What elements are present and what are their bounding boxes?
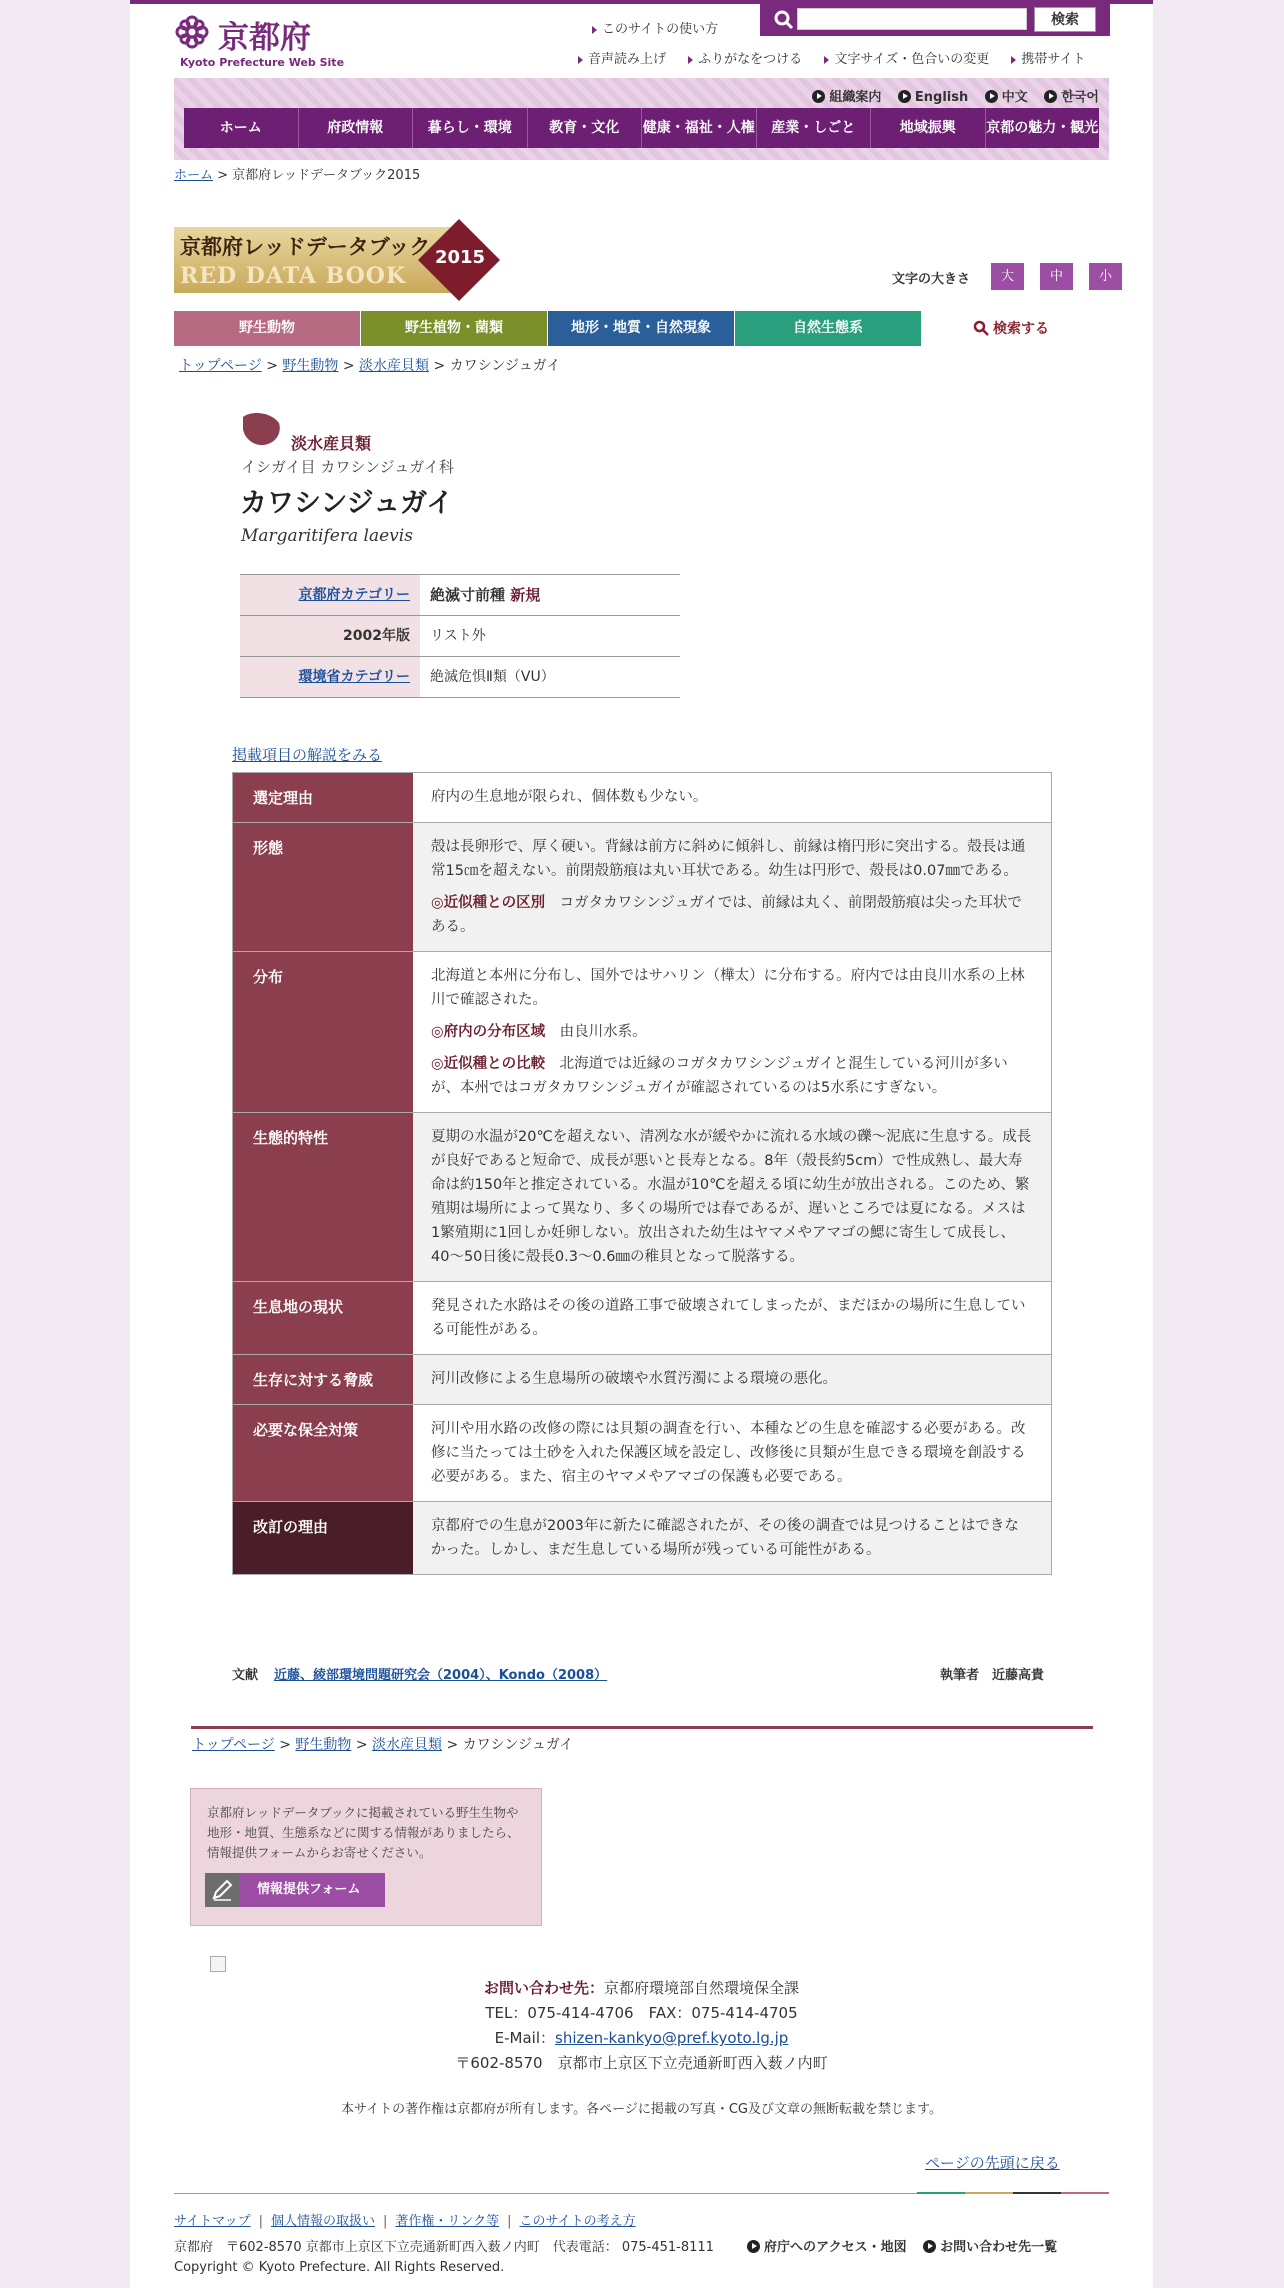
table-row — [233, 773, 1051, 823]
lang-label: 한국어 — [1061, 90, 1099, 105]
utility-link-label: 携帯サイト — [1021, 52, 1086, 67]
arrow-icon — [1011, 56, 1016, 64]
search-button[interactable]: 検索 — [1034, 7, 1096, 32]
arrow-circle-icon — [747, 2240, 760, 2253]
gnav-region[interactable]: 地域振興 — [871, 108, 986, 148]
category-table — [240, 574, 680, 698]
banner-title: 京都府レッドデータブック — [180, 234, 431, 259]
arrow-circle-icon — [923, 2240, 936, 2253]
gnav-tourism[interactable]: 京都の魅力・観光 — [986, 120, 1099, 136]
references-link[interactable]: 近藤、綾部環境問題研究会（2004）、Kondo（2008） — [274, 1668, 608, 1683]
site-usage-label: このサイトの使い方 — [602, 22, 719, 37]
page — [130, 0, 1153, 2288]
arrow-circle-icon — [898, 90, 911, 103]
inquiry-list-link[interactable] — [923, 2240, 1057, 2255]
gnav-industry[interactable]: 産業・しごと — [757, 108, 872, 148]
crumb-animals[interactable]: 野生動物 — [282, 358, 339, 374]
contact-email-line — [130, 2026, 1153, 2051]
contact-org: 京都府環境部自然環境保全課 — [604, 1979, 800, 1997]
lang-link-korean[interactable] — [1044, 90, 1099, 105]
footer-link-policy[interactable]: このサイトの考え方 — [519, 2214, 636, 2229]
author-name: 近藤高貴 — [992, 1668, 1045, 1683]
species-breadcrumb — [179, 355, 560, 375]
similar-species-heading: ◎近似種との区別 — [431, 895, 546, 911]
contact-info — [130, 1976, 1153, 2076]
shell-icon — [240, 411, 282, 447]
prefecture-distribution-text: 由良川水系。 — [559, 1024, 647, 1040]
feedback-box — [190, 1788, 542, 1926]
category-label — [240, 657, 420, 697]
arrow-circle-icon — [1044, 90, 1057, 103]
global-nav — [174, 78, 1109, 160]
page-top-link[interactable]: ページの先頭に戻る — [925, 2154, 1060, 2172]
table-row — [233, 1405, 1051, 1502]
category-row — [240, 657, 680, 698]
row-content — [413, 952, 1051, 1112]
breadcrumb-home[interactable]: ホーム — [174, 168, 214, 183]
category-value: 絶滅危惧Ⅱ類（VU） — [430, 669, 555, 685]
gnav-living[interactable]: 暮らし・環境 — [413, 108, 528, 148]
footer-access-links — [747, 2236, 1057, 2255]
text-size-label: 文字の大きさ — [892, 272, 971, 287]
utility-link-label: 文字サイズ・色合いの変更 — [834, 52, 990, 67]
rdb-banner[interactable] — [174, 227, 490, 293]
category-value — [420, 575, 680, 615]
row-content: 河川や用水路の改修の際には貝類の調査を行い、本種などの生息を確認する必要がある。改修に当たっては土砂を入れた保護区域を設定し、改修後に貝類が生息できる環境を創設する必要がある。また、宿主のヤマメやアマゴの保護も必要である。 — [431, 1421, 1026, 1485]
search-icon — [973, 320, 989, 336]
utility-link-label: 音声読み上げ — [588, 52, 667, 67]
crumb-group[interactable]: 淡水産貝類 — [372, 1737, 443, 1753]
category-row — [240, 575, 680, 616]
row-label: 必要な保全対策 — [233, 1405, 413, 1501]
utility-link-furigana[interactable] — [688, 52, 802, 67]
search-icon — [774, 10, 794, 30]
explanation-link[interactable]: 掲載項目の解説をみる — [232, 746, 383, 764]
comparison-para — [431, 1052, 1033, 1100]
category-label: 2002年版 — [240, 616, 420, 656]
crumb-top[interactable]: トップページ — [192, 1737, 275, 1753]
row-content: 河川改修による生息場所の破壊や水質汚濁による環境の悪化。 — [413, 1355, 1051, 1404]
references-label: 文献 — [232, 1668, 259, 1683]
table-row — [233, 823, 1051, 952]
gnav-health[interactable]: 健康・福祉・人権 — [642, 108, 757, 148]
banner-subtitle: RED DATA BOOK — [180, 263, 407, 289]
env-ministry-category-link[interactable]: 環境省カテゴリー — [298, 669, 410, 685]
row-label: 改訂の理由 — [233, 1502, 413, 1574]
row-content: 発見された水路はその後の道路工事で破壊されてしまったが、まだほかの場所に生息している可能性がある。 — [431, 1298, 1026, 1338]
email-label: E-Mail： — [494, 2029, 556, 2047]
table-row — [233, 1355, 1051, 1405]
gnav-home[interactable]: ホーム — [184, 108, 299, 148]
kyoto-category-link[interactable]: 京都府カテゴリー — [298, 587, 410, 603]
breadcrumb-current: 京都府レッドデータブック2015 — [232, 168, 421, 183]
row-label: 生息地の現状 — [233, 1282, 413, 1354]
new-badge: 新規 — [510, 586, 541, 604]
author-label: 執筆者 — [940, 1668, 980, 1683]
crumb-top[interactable]: トップページ — [179, 358, 262, 374]
crumb-separator: > — [342, 358, 355, 374]
arrow-icon — [578, 56, 583, 64]
category-row — [240, 616, 680, 657]
access-map-label: 府庁へのアクセス・地図 — [764, 2240, 907, 2255]
category-value-text: 絶滅寸前種 — [430, 586, 506, 604]
footer-address: 京都府 〒602-8570 京都市上京区下立売通新町西入薮ノ内町 代表電話： 075-451-8111 — [174, 2240, 714, 2255]
tab-ecosystem[interactable]: 自然生態系 — [735, 311, 921, 346]
contact-address: 〒602-8570 京都市上京区下立売通新町西入薮ノ内町 — [455, 2054, 828, 2072]
row-content: 府内の生息地が限られ、個体数も少ない。 — [431, 789, 708, 805]
lang-link-org[interactable] — [812, 90, 881, 105]
lang-link-english[interactable] — [898, 90, 968, 105]
search-input[interactable] — [797, 8, 1027, 30]
footer-link-privacy[interactable]: 個人情報の取扱い — [270, 2214, 375, 2229]
row-label: 分布 — [233, 952, 413, 1112]
utility-link-mobile[interactable] — [1011, 52, 1085, 67]
row-label: 形態 — [233, 823, 413, 951]
similar-species-para — [431, 891, 1033, 939]
lang-label: English — [914, 90, 969, 105]
tab-geology[interactable]: 地形・地質・自然現象 — [548, 311, 734, 346]
language-links — [812, 86, 1099, 105]
rdb-search-label: 検索する — [993, 321, 1049, 337]
crumb-current: カワシンジュガイ — [449, 358, 561, 374]
species-name: カワシンジュガイ — [240, 488, 454, 519]
crumb-animals[interactable]: 野生動物 — [295, 1737, 352, 1753]
search-bar — [760, 4, 1110, 36]
author — [940, 1664, 1044, 1683]
references — [232, 1664, 607, 1683]
section-divider — [191, 1726, 1093, 1729]
arrow-icon — [592, 26, 597, 34]
row-label: 選定理由 — [233, 773, 413, 822]
feedback-text: 京都府レッドデータブックに掲載されている野生生物や地形・地質、生態系などに関する情報がありましたら、情報提供フォームからお寄せください。 — [207, 1805, 520, 1860]
row-content — [413, 823, 1051, 951]
text-size-medium-button[interactable]: 中 — [1040, 263, 1073, 290]
contact-phone: TEL：075-414-4706 FAX：075-414-4705 — [485, 2004, 798, 2022]
crumb-separator: > — [355, 1737, 368, 1753]
crumb-separator: > — [266, 358, 278, 374]
utility-link-text-size[interactable] — [824, 52, 989, 67]
comparison-heading: ◎近似種との比較 — [431, 1056, 546, 1072]
logo-subtitle: Kyoto Prefecture Web Site — [180, 56, 345, 69]
table-row — [233, 1502, 1051, 1574]
table-row — [233, 1113, 1051, 1282]
footer-link-sitemap[interactable]: サイトマップ — [174, 2214, 251, 2229]
arrow-icon — [688, 56, 693, 64]
kyoto-emblem-icon — [174, 14, 210, 50]
utility-link-label: ふりがなをつける — [698, 52, 803, 67]
footer-links: サイトマップ | 個人情報の取扱い | 著作権・リンク等 | このサイトの考え方 — [174, 2214, 636, 2229]
access-map-link[interactable] — [747, 2240, 907, 2255]
inquiry-list-label: お問い合わせ先一覧 — [940, 2240, 1058, 2255]
utility-link-voice[interactable] — [578, 52, 666, 67]
text-size-small-button[interactable]: 小 — [1089, 263, 1122, 290]
footer-link-copyright[interactable]: 著作権・リンク等 — [395, 2214, 500, 2229]
contact-org-line — [130, 1976, 1153, 2001]
species-group: 淡水産貝類 — [291, 434, 372, 453]
contact-label: お問い合わせ先： — [483, 1979, 604, 1997]
arrow-circle-icon — [985, 90, 998, 103]
species-family: イシガイ目 カワシンジュガイ科 — [241, 458, 454, 476]
banner-year: 2015 — [434, 247, 486, 268]
distribution-text: 北海道と本州に分布し、国外ではサハリン（樺太）に分布する。府内では由良川水系の上林川で確認された。 — [431, 968, 1025, 1008]
category-label — [240, 575, 420, 615]
row-content: 夏期の水温が20℃を超えない、清冽な水が緩やかに流れる水域の礫～泥底に生息する。成長が良好であると短命で、成長が悪いと長寿となる。8年（殻長約5cm）で性成熟し、最大寿命は約150年と推定されている。水温が10℃を超える頃に幼生が放出される。このため、繁殖期は場所によって異なり、多くの場所では春であるが、遅いところでは夏になる。メスは1繁殖期に1回しか妊卵しない。放出された幼生はヤマメやアマゴの鰓に寄生して成長し、40～50日後に殻長0.3～0.6㎜の稚貝となって脱落する。 — [413, 1113, 1051, 1281]
arrow-circle-icon — [812, 90, 825, 103]
global-nav-bar — [184, 108, 1099, 148]
broken-image-icon — [210, 1956, 226, 1972]
category-value: リスト外 — [430, 628, 486, 644]
crumb-separator: > — [279, 1737, 291, 1753]
text-size-large-button[interactable]: 大 — [991, 263, 1024, 290]
rdb-search-link[interactable] — [973, 318, 1049, 338]
species-detail-table — [232, 772, 1052, 1575]
footer-copyright: Copyright © Kyoto Prefecture. All Rights Reserved. — [174, 2260, 505, 2275]
row-label: 生存に対する脅威 — [233, 1355, 413, 1404]
table-row — [233, 952, 1051, 1113]
prefecture-distribution-para — [431, 1020, 1033, 1044]
arrow-icon — [824, 56, 829, 64]
similar-species-text: コガタカワシンジュガイでは、前縁は丸く、前閉殻筋痕は尖った耳状である。 — [431, 895, 1022, 935]
info-form-label: 情報提供フォーム — [257, 1882, 361, 1897]
row-label: 生態的特性 — [233, 1113, 413, 1281]
info-form-button[interactable] — [205, 1873, 385, 1907]
comparison-text: 北海道では近縁のコガタカワシンジュガイと混生している河川が多いが、本州ではコガタカワシンジュガイが確認されているのは5水系にすぎない。 — [431, 1056, 1008, 1096]
breadcrumb: ホーム > 京都府レッドデータブック2015 — [174, 168, 421, 183]
lang-label: 組織案内 — [829, 90, 882, 105]
crumb-separator: > — [433, 358, 446, 374]
morphology-text: 殻は長卵形で、厚く硬い。背縁は前方に斜めに傾斜し、前縁は楕円形に突出する。殻長は通常15㎝を超えない。前閉殻筋痕は丸い耳状である。幼生は円形で、殻長は0.07㎜である。 — [431, 839, 1026, 879]
species-latin-name: Margaritifera laevis — [241, 526, 413, 546]
crumb-separator: > — [446, 1737, 459, 1753]
tab-wild-plants[interactable]: 野生植物・菌類 — [361, 311, 547, 346]
gnav-education[interactable]: 教育・文化 — [528, 108, 643, 148]
species-breadcrumb-bottom — [192, 1734, 573, 1754]
crumb-group[interactable]: 淡水産貝類 — [359, 358, 430, 374]
utility-links — [578, 48, 1086, 67]
copyright-note: 本サイトの著作権は京都府が所有します。各ページに掲載の写真・CG及び文章の無断転載を禁じます。 — [341, 2102, 942, 2117]
lang-link-chinese[interactable] — [985, 90, 1028, 105]
logo-text: 京都府 — [218, 20, 311, 56]
contact-email-link[interactable]: shizen-kankyo@pref.kyoto.lg.jp — [555, 2029, 789, 2047]
footer-color-bar — [917, 2192, 1109, 2194]
pencil-icon — [205, 1873, 239, 1907]
table-row — [233, 1282, 1051, 1355]
site-usage-link[interactable] — [592, 18, 718, 37]
crumb-current: カワシンジュガイ — [462, 1737, 574, 1753]
row-content: 京都府での生息が2003年に新たに確認されたが、その後の調査では見つけることはできなかった。しかし、まだ生息している場所が残っている可能性がある。 — [413, 1502, 1051, 1574]
prefecture-distribution-heading: ◎府内の分布区域 — [431, 1024, 546, 1040]
tab-wild-animals[interactable]: 野生動物 — [174, 311, 360, 346]
gnav-government[interactable]: 府政情報 — [299, 108, 414, 148]
lang-label: 中文 — [1001, 90, 1028, 105]
